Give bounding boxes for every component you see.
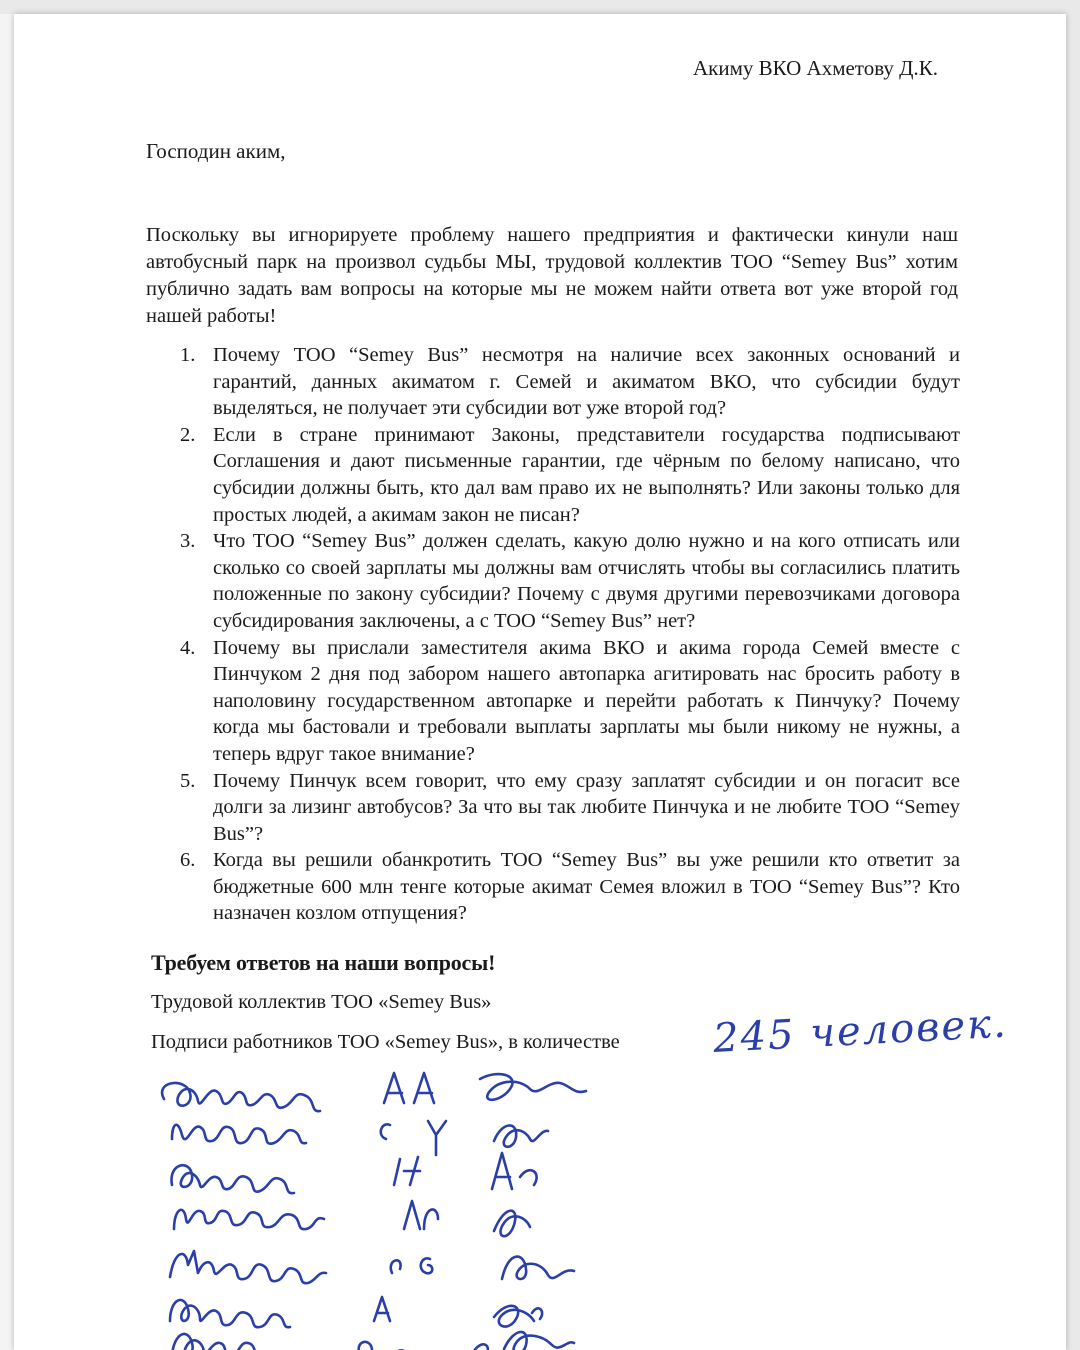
handwritten-signature-4 (494, 1211, 530, 1237)
question-item (146, 768, 960, 848)
handwritten-signature-5 (502, 1257, 574, 1279)
question-number: 4. (180, 636, 196, 659)
handwritten-count: 245 человек. (712, 1000, 1009, 1062)
handwritten-signature-7 (474, 1332, 574, 1350)
question-text: Что ТОО “Semey Bus” должен сделать, какую долю нужно и на кого отписать или сколько со своей зарплаты мы должны вам отчислять чтобы вы согласились платить положенные по закону субсидии? Почему с двумя другими перевозчиками договора субсидирования заключены, а с ТОО “Semey Bus” нет? (213, 530, 960, 632)
question-number: 3. (180, 530, 196, 553)
salutation: Господин аким, (146, 139, 286, 163)
question-text: Почему ТОО “Semey Bus” несмотря на наличие всех законных оснований и гарантий, данных акиматом г. Семей и акиматом ВКО, что субсидии будут выделяться, не получает эти субсидии вот уже второй год? (213, 344, 960, 420)
handwritten-name-7 (172, 1334, 404, 1350)
question-text: Когда вы решили обанкротить ТОО “Semey Bus” вы уже решили кто ответит за бюджетные 600 млн тенге которые акимат Семея вложил в ТОО “Semey Bus”? Кто назначен козлом отпущения? (213, 849, 960, 925)
collective-line: Трудовой коллектив ТОО «Semey Bus» (151, 991, 492, 1013)
handwritten-name-1 (162, 1073, 434, 1111)
question-text: Если в стране принимают Законы, представители государства подписывают Соглашения и дают письменные гарантии, где чёрным по белому написано, что субсидии должны быть, кто дал вам право их не выполнять? Или законы только для простых людей, а акимам закон не писан? (213, 423, 960, 526)
question-item (146, 528, 960, 634)
handwritten-signature-6 (494, 1306, 542, 1327)
handwritten-name-4 (174, 1201, 438, 1229)
handwritten-name-3 (172, 1157, 420, 1193)
question-number: 1. (180, 344, 196, 366)
handwritten-name-2 (172, 1121, 446, 1155)
question-number: 6. (180, 849, 196, 872)
signatures-intro: Подписи работников ТОО «Semey Bus», в количестве (151, 1031, 620, 1053)
question-item (146, 422, 960, 528)
handwritten-signatures (14, 1059, 1066, 1350)
questions-list (146, 342, 960, 927)
question-number: 5. (180, 769, 196, 792)
screenshot-frame-right (1066, 0, 1080, 1350)
signature-scribbles (14, 1059, 1066, 1350)
screenshot-frame-top (0, 0, 1080, 14)
question-item (146, 635, 960, 768)
handwritten-signature-3 (492, 1153, 537, 1189)
question-item (146, 847, 960, 927)
addressee: Акиму ВКО Ахметову Д.К. (692, 56, 938, 80)
intro-paragraph: Поскольку вы игнорируете проблему нашего предприятия и фактически кинули наш автобусный парк на произвол судьбы МЫ, трудовой коллектив ТОО “Semey Bus” хотим публично задать вам вопросы на которые мы не можем найти ответа вот уже второй год нашей работы! (146, 224, 958, 327)
question-text: Почему Пинчук всем говорит, что ему сразу заплатят субсидии и он погасит все долги за лизинг автобусов? За что вы так любите Пинчука и не любите ТОО “Semey Bus”? (213, 769, 960, 845)
question-text: Почему вы прислали заместителя акима ВКО и акима города Семей вместе с Пинчуком 2 дня под забором нашего автопарка агитировать нас бросить работу в наполовину государственном автопарке и перейти работать к Пинчуку? Почему когда мы бастовали и требовали выплаты зарплаты мы были никому не нужны, а теперь вдруг такое внимание? (213, 636, 960, 765)
handwritten-name-6 (170, 1297, 390, 1327)
handwritten-signature-2 (494, 1125, 548, 1146)
question-number: 2. (180, 423, 196, 446)
handwritten-signature-1 (480, 1074, 586, 1100)
letter-page (14, 14, 1066, 1350)
demand-line: Требуем ответов на наши вопросы! (151, 950, 496, 975)
handwritten-name-5 (170, 1251, 432, 1283)
question-item (146, 342, 960, 422)
